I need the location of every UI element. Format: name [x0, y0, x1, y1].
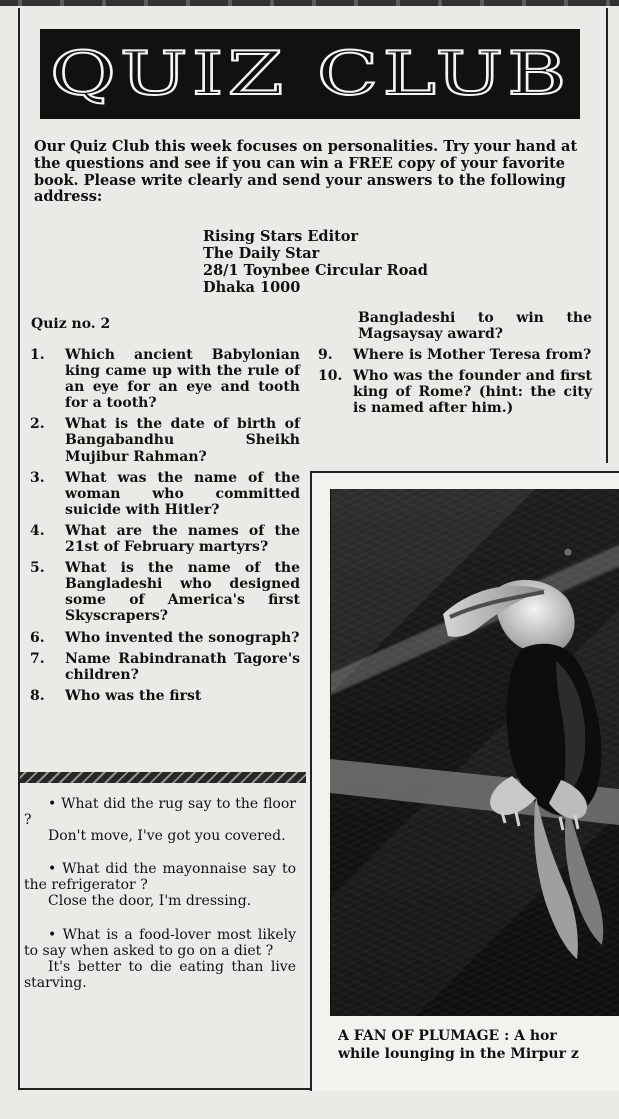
- question-number: 6.: [30, 629, 45, 646]
- quiz-question: [30, 470, 300, 518]
- address-line: 28/1 Toynbee Circular Road: [203, 262, 428, 280]
- question-text: Who was the founder and first king of Rome? (hint: the city is named after him.): [353, 368, 592, 417]
- address-line: The Daily Star: [203, 245, 320, 263]
- question-text: What is the date of birth of Bangabandhu Sheikh Mujibur Rahman?: [65, 416, 300, 465]
- question-number: 4.: [30, 522, 45, 539]
- quiz-question: [30, 560, 300, 624]
- question-number: 7.: [30, 650, 45, 667]
- question-number: 8.: [30, 687, 45, 704]
- joke-answer: Don't move, I've got you covered.: [48, 828, 286, 845]
- hornbill-illustration: [330, 489, 619, 1016]
- quiz-questions-left: [30, 347, 300, 709]
- joke-question: • What did the rug say to the floor ?: [24, 796, 296, 829]
- question-number: 2.: [30, 416, 45, 433]
- joke-item: [24, 796, 296, 844]
- decorative-hatched-rule: [20, 772, 306, 783]
- left-column-rule: [18, 8, 20, 1088]
- quiz-question: [30, 651, 300, 683]
- question-text: Name Rabindranath Tagore's children?: [65, 650, 300, 683]
- question-text: What was the name of the woman who committed suicide with Hitler?: [65, 469, 300, 518]
- question-text: Which ancient Babylonian king came up with the rule of an eye for an eye and tooth for a tooth?: [65, 347, 300, 412]
- question-text: Where is Mother Teresa from?: [353, 347, 592, 364]
- address-line: Dhaka 1000: [203, 279, 301, 297]
- caption-line: A FAN OF PLUMAGE : A hor: [338, 1028, 557, 1044]
- quiz-question: [30, 416, 300, 464]
- question-number: 5.: [30, 560, 45, 577]
- quiz-question: [318, 347, 592, 363]
- right-column-rule: [606, 8, 608, 463]
- question-number: 1.: [30, 347, 45, 363]
- question-continuation: Bangladeshi to win the Magsaysay award?: [358, 310, 592, 343]
- quiz-question: [30, 523, 300, 555]
- mailing-address: [203, 228, 503, 296]
- caption-line: while lounging in the Mirpur z: [338, 1046, 579, 1063]
- joke-answer: It's better to die eating than live starving.: [24, 958, 296, 991]
- bottom-rule: [18, 1088, 312, 1090]
- quiz-club-title: QUIZ CLUB: [49, 39, 571, 109]
- question-text: What is the name of the Bangladeshi who designed some of America's first Skyscrapers?: [65, 560, 300, 625]
- quiz-question: [30, 347, 300, 411]
- question-text: Who was the first: [65, 687, 202, 704]
- address-line: Rising Stars Editor: [203, 228, 359, 245]
- question-text: What are the names of the 21st of February martyrs?: [65, 522, 300, 556]
- quiz-question: [30, 630, 300, 646]
- quiz-number-label: Quiz no. 2: [31, 316, 111, 332]
- joke-item: [24, 861, 296, 909]
- top-border: [0, 0, 619, 6]
- photo-caption: [338, 1027, 613, 1063]
- joke-question: • What did the mayonnaise say to the refrigerator ?: [24, 861, 296, 894]
- quiz-question: [318, 368, 592, 416]
- joke-answer: Close the door, I'm dressing.: [48, 893, 252, 910]
- question-number: 3.: [30, 469, 45, 486]
- quiz-question: [30, 688, 300, 704]
- joke-question: • What is a food-lover most likely to say when asked to go on a diet ?: [24, 926, 296, 959]
- question-number: 9.: [318, 347, 333, 364]
- question-text: Who invented the sonograph?: [65, 629, 300, 646]
- jokes-column: [24, 796, 296, 1008]
- joke-item: [24, 927, 296, 991]
- quiz-club-banner: [40, 29, 580, 119]
- question-number: 10.: [318, 368, 343, 385]
- intro-paragraph: Our Quiz Club this week focuses on personalities. Try your hand at the questions and see if you can win a FREE copy of your favorite book. Please write clearly and send your answers to the following address:: [34, 138, 578, 206]
- quiz-questions-right: [318, 310, 592, 422]
